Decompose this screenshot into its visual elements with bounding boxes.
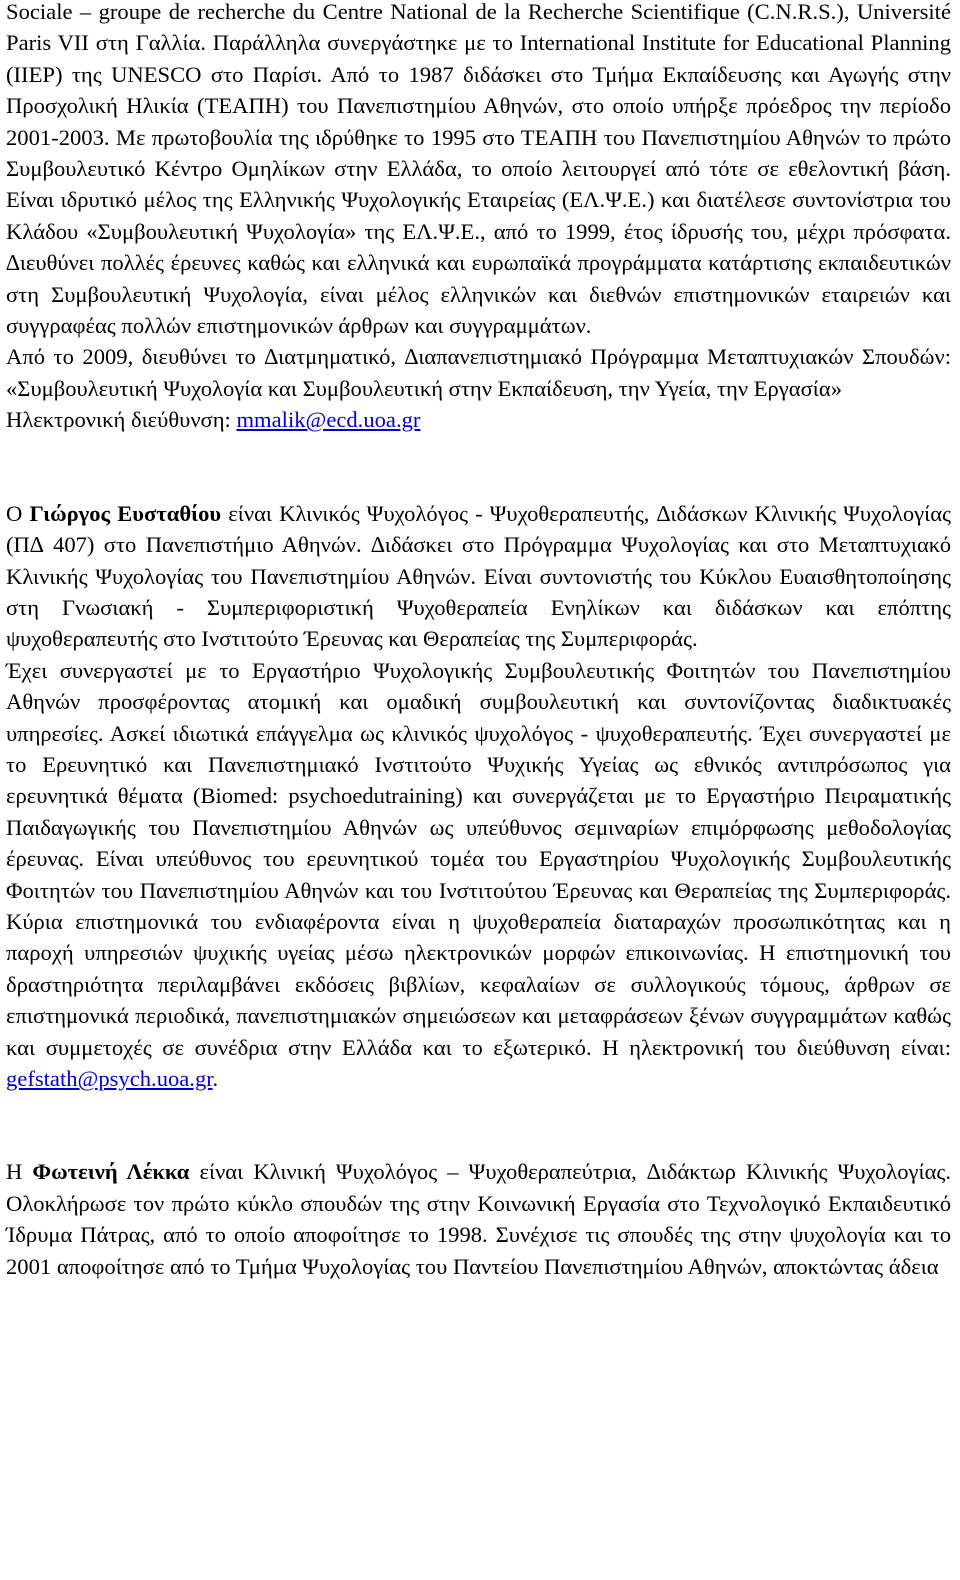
person-name-3: Φωτεινή Λέκκα [32, 1159, 190, 1185]
bio-paragraph-3 [6, 1156, 951, 1282]
bio-2-intro: είναι Κλινικός Ψυχολόγος - Ψυχοθεραπευτής, ∆ιδάσκων Κλινικής Ψυχολογίας (Π∆ 407) στο Πανεπιστήμιο Αθηνών. ∆ιδάσκει στο Πρόγραμμα Ψυχολογίας και στο Μεταπτυχιακό Κλινικής Ψυχολογίας του Πανεπιστημίου Αθηνών. Είναι συντονιστής του Κύκλου Ευαισθητοποίησης στη Γνωσιακή - Συμπεριφοριστική Ψυχοθεραπεία Ενηλίκων και διδάσκων και επόπτης ψυχοθεραπευτής στο Ινστιτούτο Έρευνας και Θεραπείας της Συμπεριφοράς. [6, 500, 951, 652]
bio-paragraph-1 [6, 0, 951, 341]
spacer [6, 1094, 951, 1156]
email-label: Ηλεκτρονική διεύθυνση: [6, 407, 237, 433]
bio-paragraph-2b [6, 655, 951, 1095]
program-text: Από το 2009, διευθύνει το ∆ιατμηματικό, ∆ιαπανεπιστημιακό Πρόγραμμα Μεταπτυχιακών Σπουδών: «Συμβουλευτική Ψυχολογία και Συμβουλευτική στην Εκπαίδευση, την Υγεία, την Εργασία» [6, 344, 951, 401]
program-paragraph [6, 341, 951, 404]
bio-3-prefix: Η [6, 1159, 33, 1185]
bio-paragraph-2 [6, 498, 951, 655]
person-name-2: Γιώργος Ευσταθίου [29, 500, 222, 526]
email-link-1[interactable]: mmalik@ecd.uoa.gr [236, 407, 421, 433]
email-link-2[interactable]: gefstath@psych.uoa.gr [6, 1066, 213, 1091]
bio-2-body: Έχει συνεργαστεί με το Εργαστήριο Ψυχολογικής Συμβουλευτικής Φοιτητών του Πανεπιστημίου Αθηνών προσφέροντας ατομική και ομαδική συμβουλευτική και συντονίζοντας διαδικτυακές υπηρεσίες. Ασκεί ιδιωτικά επάγγελμα ως κλινικός ψυχολόγος - ψυχοθεραπευτής. Έχει συνεργαστεί με το Ερευνητικό και Πανεπιστημιακό Ινστιτούτο Ψυχικής Υγείας ως εθνικός αντιπρόσωπος για ερευνητικά θέματα (Biomed: psychoedutraining) και συνεργάζεται με το Εργαστήριο Πειραματικής Παιδαγωγικής του Πανεπιστημίου Αθηνών ως υπεύθυνος σεμιναρίων επιμόρφωσης μεθοδολογίας έρευνας. Είναι υπεύθυνος του ερευνητικού τομέα του Εργαστηρίου Ψυχολογικής Συμβουλευτικής Φοιτητών του Πανεπιστημίου Αθηνών και του Ινστιτούτου Έρευνας και Θεραπείας της Συμπεριφοράς. Κύρια επιστημονικά του ενδιαφέροντα είναι η ψυχοθεραπεία διαταραχών προσωπικότητας και η παροχή υπηρεσιών ψυχικής υγείας μέσω ηλεκτρονικών μορφών επικοινωνίας. Η επιστημονική του δραστηριότητα περιλαμβάνει εκδόσεις βιβλίων, κεφαλαίων σε συλλογικούς τόμους, άρθρων σε επιστημονικά περιοδικά, πανεπιστημιακών σημειώσεων και μεταφράσεων ξένων συγγραμμάτων καθώς και συμμετοχές σε συνέδρια στην Ελλάδα και το εξωτερικό. Η ηλεκτρονική του διεύθυνση είναι: [6, 657, 951, 1060]
email-line-1 [6, 404, 951, 435]
bio-2-prefix: Ο [6, 500, 30, 526]
bio-3-body: είναι Κλινική Ψυχολόγος – Ψυχοθεραπεύτρια, ∆ιδάκτωρ Κλινικής Ψυχολογίας. Ολοκλήρωσε τον πρώτο κύκλο σπουδών της στην Κοινωνική Εργασία στο Τεχνολογικό Εκπαιδευτικό Ίδρυμα Πάτρας, από το οποίο αποφοίτησε το 1998. Συνέχισε τις σπουδές της στην ψυχολογία και το 2001 αποφοίτησε από το Τμήμα Ψυχολογίας του Παντείου Πανεπιστημίου Αθηνών, αποκτώντας άδεια [6, 1159, 952, 1279]
bio-2-suffix: . [212, 1066, 219, 1091]
spacer [6, 436, 951, 498]
bio-1-text: Sociale – groupe de recherche du Centre National de la Recherche Scientifique (C.N.R.S.), Université Paris VII στη Γαλλία. Παράλληλα συνεργάστηκε με το International Institute for Educational Planning (IIEP) της UNESCO στο Παρίσι. Από το 1987 διδάσκει στο Τμήμα Εκπαίδευσης και Αγωγής στην Προσχολική Ηλικία (ΤΕΑΠΗ) του Πανεπιστημίου Αθηνών, στο οποίο υπήρξε πρόεδρος την περίοδο 2001-2003. Με πρωτοβουλία της ιδρύθηκε το 1995 στο ΤΕΑΠΗ του Πανεπιστημίου Αθηνών το πρώτο Συμβουλευτικό Κέντρο Ομηλίκων στην Ελλάδα, το οποίο λειτουργεί από τότε σε εθελοντική βάση. Είναι ιδρυτικό μέλος της Ελληνικής Ψυχολογικής Εταιρείας (ΕΛ.Ψ.Ε.) και διατέλεσε συντονίστρια του Κλάδου «Συμβουλευτική Ψυχολογία» της ΕΛ.Ψ.Ε., από το 1999, έτος ίδρυσής του, μέχρι πρόσφατα. ∆ιευθύνει πολλές έρευνες καθώς και ελληνικά και ευρωπαϊκά προγράμματα κατάρτισης εκπαιδευτικών στη Συμβουλευτική Ψυχολογία, είναι μέλος ελληνικών και διεθνών επιστημονικών εταιρειών και συγγραφέας πολλών επιστημονικών άρθρων και συγγραμμάτων. [6, 0, 951, 339]
